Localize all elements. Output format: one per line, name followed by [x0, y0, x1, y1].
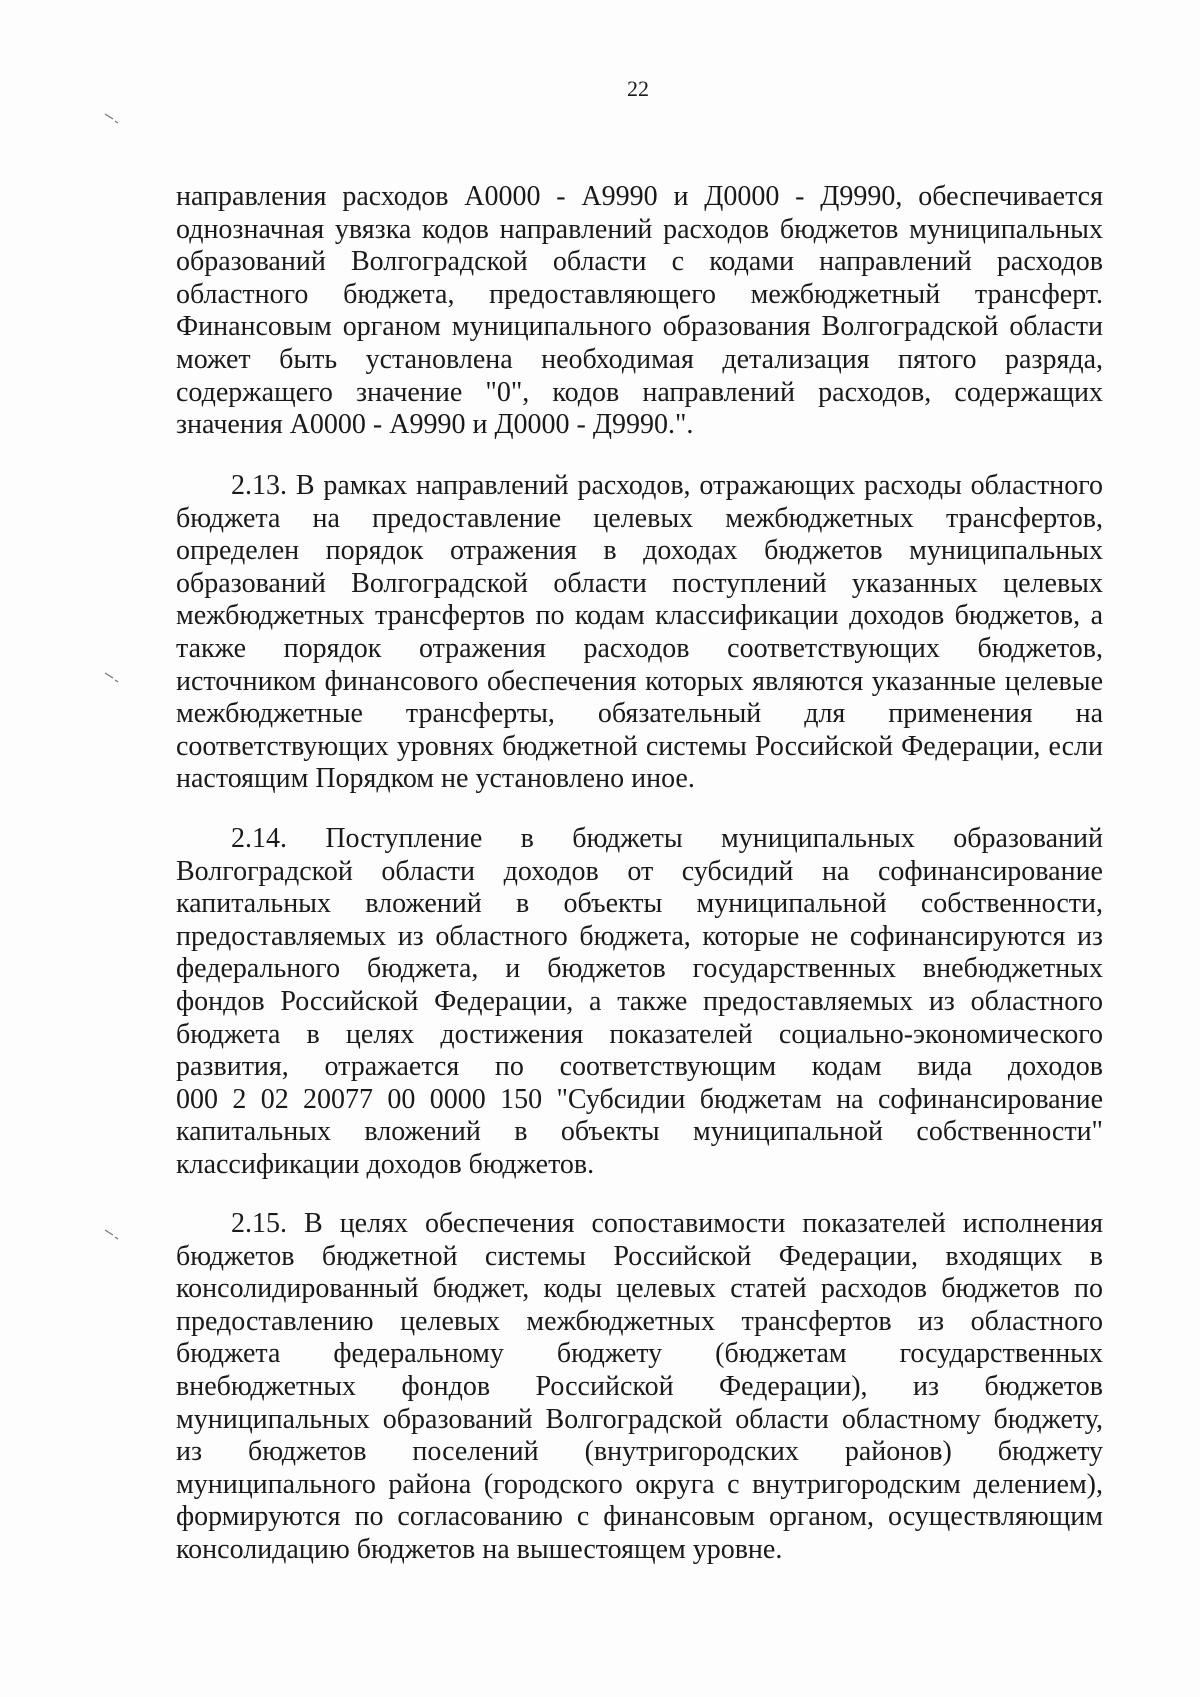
page-number: 22: [627, 76, 649, 101]
text-line: определен порядок отражения в доходах бюджетов муниципальных: [176, 535, 1103, 567]
text-line: бюджета в целях достижения показателей социально-экономического: [176, 1018, 1103, 1050]
paragraph-continuation: [176, 181, 1103, 442]
text-line: консолидацию бюджетов на вышестоящем уровне.: [176, 1533, 783, 1565]
text-line: федерального бюджета, и бюджетов государственных внебюджетных: [176, 953, 1103, 985]
text-line: может быть установлена необходимая детализация пятого разряда,: [176, 343, 1103, 375]
scan-mark-icon: [104, 113, 122, 125]
text-line: муниципальных образований Волгоградской области областному бюджету,: [176, 1403, 1103, 1435]
text-line: содержащего значение "0", кодов направлений расходов, содержащих: [176, 376, 1103, 408]
text-line: из бюджетов поселений (внутригородских районов) бюджету: [176, 1436, 1103, 1468]
text-line: однозначная увязка кодов направлений расходов бюджетов муниципальных: [176, 213, 1103, 245]
text-line: образований Волгоградской области поступлений указанных целевых: [176, 567, 1103, 599]
text-line: классификации доходов бюджетов.: [176, 1148, 595, 1180]
text-line: межбюджетных трансфертов по кодам классификации доходов бюджетов, а: [176, 600, 1103, 632]
scan-mark-icon: [104, 1229, 122, 1241]
text-line: капитальных вложений в объекты муниципальной собственности,: [176, 888, 1103, 920]
text-line: 2.14. Поступление в бюджеты муниципальных образований: [231, 823, 1103, 854]
text-line: межбюджетные трансферты, обязательный для применения на: [176, 698, 1103, 730]
text-line: развития, отражается по соответствующим кодам вида доходов: [176, 1051, 1103, 1083]
text-line: источником финансового обеспечения которых являются указанные целевые: [176, 665, 1103, 697]
text-line: муниципального района (городского округа с внутригородским делением),: [176, 1468, 1103, 1500]
text-line: внебюджетных фондов Российской Федерации), из бюджетов: [176, 1370, 1103, 1402]
text-line: 2.13. В рамках направлений расходов, отражающих расходы областного: [231, 470, 1103, 501]
text-line: Финансовым органом муниципального образования Волгоградской области: [176, 311, 1103, 343]
paragraph-2-14: [176, 823, 1103, 1182]
paragraph-2-13: [176, 470, 1103, 796]
text-line: областного бюджета, предоставляющего межбюджетный трансферт.: [176, 278, 1103, 310]
scan-mark-icon: [104, 672, 122, 684]
text-line: капитальных вложений в объекты муниципальной собственности": [176, 1116, 1103, 1148]
text-line: направления расходов А0000 - А9990 и Д0000 - Д9990, обеспечивается: [176, 181, 1103, 212]
text-line: значения А0000 - А9990 и Д0000 - Д9990.".: [176, 409, 694, 441]
paragraph-2-15: [176, 1208, 1103, 1567]
text-line: консолидированный бюджет, коды целевых статей расходов бюджетов по: [176, 1273, 1103, 1305]
text-line: 000 2 02 20077 00 0000 150 "Субсидии бюджетам на софинансирование: [176, 1083, 1103, 1115]
text-line: бюджетов бюджетной системы Российской Федерации, входящих в: [176, 1240, 1103, 1272]
text-line: образований Волгоградской области с кодами направлений расходов: [176, 246, 1103, 278]
text-line: формируются по согласованию с финансовым органом, осуществляющим: [176, 1501, 1103, 1533]
text-line: 2.15. В целях обеспечения сопоставимости показателей исполнения: [231, 1208, 1103, 1239]
text-line: также порядок отражения расходов соответствующих бюджетов,: [176, 632, 1103, 664]
text-line: предоставлению целевых межбюджетных трансфертов из областного: [176, 1305, 1103, 1337]
text-line: Волгоградской области доходов от субсидий на софинансирование: [176, 855, 1103, 887]
text-line: бюджета на предоставление целевых межбюджетных трансфертов,: [176, 502, 1103, 534]
text-line: бюджета федеральному бюджету (бюджетам государственных: [176, 1338, 1103, 1370]
text-line: фондов Российской Федерации, а также предоставляемых из областного: [176, 985, 1103, 1017]
text-line: предоставляемых из областного бюджета, которые не софинансируются из: [176, 920, 1103, 952]
text-line: настоящим Порядком не установлено иное.: [176, 763, 695, 795]
text-line: соответствующих уровнях бюджетной системы Российской Федерации, если: [176, 730, 1103, 762]
